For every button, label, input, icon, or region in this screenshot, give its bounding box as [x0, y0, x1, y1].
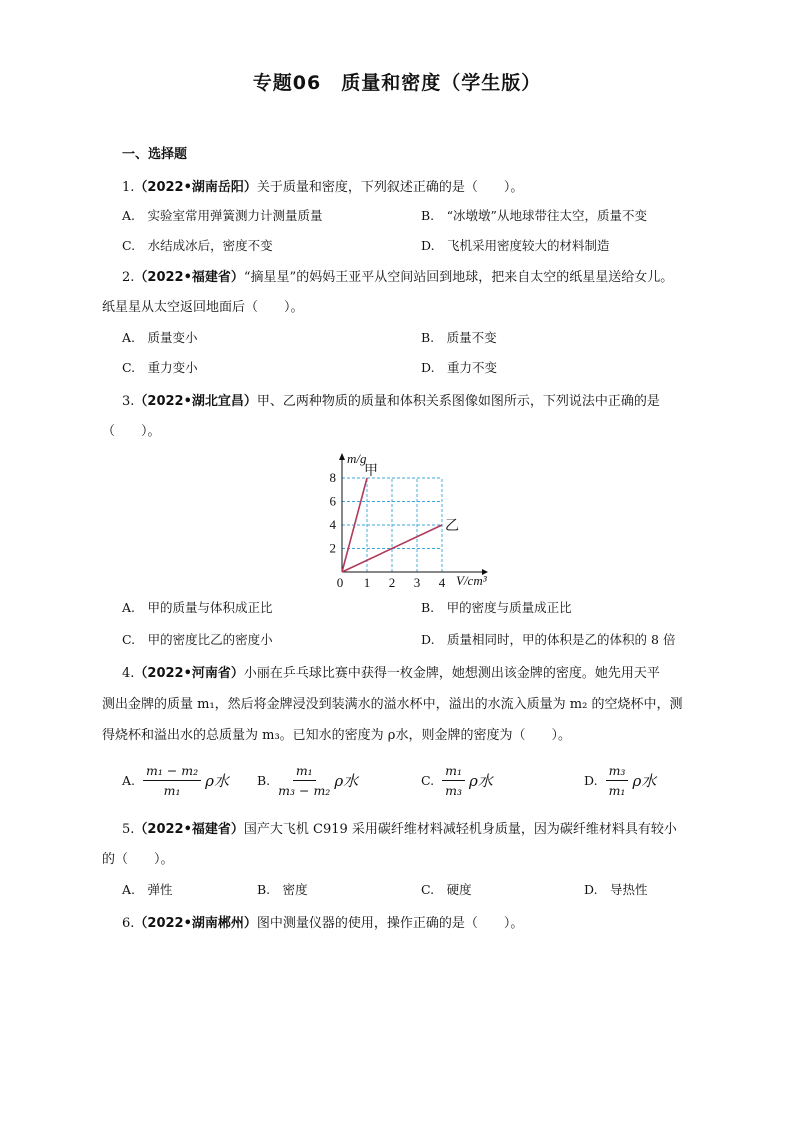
question-4-option-d[interactable] — [584, 760, 656, 800]
section-heading: 一、选择题 — [122, 147, 188, 162]
question-5-option-a[interactable]: A. 弹性 — [122, 882, 173, 897]
question-6-number: 6. — [122, 916, 135, 931]
y-axis-label: m/g — [347, 451, 367, 466]
question-2-option-d[interactable]: D. 重力不变 — [421, 360, 498, 375]
question-3-number: 3. — [122, 394, 135, 409]
rho-water-b: ρ水 — [334, 771, 359, 790]
question-1-source: （2022•湖南岳阳） — [134, 180, 257, 195]
question-2-number: 2. — [122, 270, 135, 285]
question-4-option-b[interactable] — [257, 760, 358, 800]
question-4-text-line3: 得烧杯和溢出水的总质量为 m₃。已知水的密度为 ρ水，则金牌的密度为（ ）。 — [102, 728, 571, 743]
question-4-text-line1: 小丽在乒乓球比赛中获得一枚金牌，她想测出该金牌的密度。她先用天平 — [243, 666, 660, 681]
question-3-text-line1: 甲、乙两种物质的质量和体积关系图像如图所示，下列说法中正确的是 — [256, 394, 660, 409]
fraction-c-denominator: m₃ — [445, 782, 462, 798]
y-tick-label: 8 — [329, 470, 336, 485]
option-c-label: C. — [421, 772, 435, 788]
fraction-d-numerator: m₃ — [606, 763, 629, 781]
question-2-option-a[interactable]: A. 质量变小 — [122, 330, 198, 345]
question-6-source: （2022•湖南郴州） — [134, 916, 257, 931]
x-tick-label: 2 — [388, 575, 396, 590]
y-axis-arrow — [339, 453, 345, 460]
x-tick-label: 1 — [363, 575, 371, 590]
question-5-text-line2: 的（ ）。 — [102, 852, 174, 867]
x-tick-label: 3 — [413, 575, 421, 590]
rho-water-c: ρ水 — [468, 771, 493, 790]
question-5-stem — [122, 818, 677, 837]
option-b-label: B. — [257, 772, 271, 788]
question-4-source: （2022•河南省） — [134, 666, 244, 681]
x-tick-label: 0 — [336, 575, 344, 590]
fraction-a-numerator: m₁ − m₂ — [143, 763, 201, 781]
question-2-text-line1: “摘星星”的妈妈王亚平从空间站回到地球，把来自太空的纸星星送给女儿。 — [243, 270, 674, 285]
question-1-option-d[interactable]: D. 飞机采用密度较大的材料制造 — [421, 238, 610, 253]
question-3-option-b[interactable]: B. 甲的密度与质量成正比 — [421, 600, 572, 615]
question-3-stem — [122, 390, 660, 409]
fraction-a — [143, 763, 201, 798]
question-4-stem — [122, 662, 660, 681]
y-tick-label: 2 — [329, 540, 336, 556]
option-a-label: A. — [122, 772, 136, 788]
question-3-option-c[interactable]: C. 甲的密度比乙的密度小 — [122, 632, 273, 647]
x-tick-label: 4 — [438, 575, 446, 590]
option-d-label: D. — [584, 772, 598, 788]
x-axis-label: V/cm³ — [456, 573, 487, 588]
question-1-stem — [122, 176, 523, 195]
question-5-source: （2022•福建省） — [134, 822, 244, 837]
question-1-text: 关于质量和密度，下列叙述正确的是（ ）。 — [256, 180, 524, 195]
question-2-option-c[interactable]: C. 重力变小 — [122, 360, 198, 375]
question-2-source: （2022•福建省） — [134, 270, 244, 285]
question-4-option-c[interactable] — [421, 760, 493, 800]
question-5-option-c[interactable]: C. 硬度 — [421, 882, 472, 897]
question-6-stem — [122, 912, 523, 931]
question-1-option-a[interactable]: A. 实验室常用弹簧测力计测量质量 — [122, 208, 323, 223]
question-4-number: 4. — [122, 666, 135, 681]
fraction-d-denominator: m₁ — [608, 782, 626, 798]
question-3-source: （2022•湖北宜昌） — [134, 394, 257, 409]
question-3-option-d[interactable]: D. 质量相同时，甲的体积是乙的体积的 8 倍 — [421, 632, 676, 647]
fraction-b — [278, 763, 330, 798]
fraction-a-denominator: m₁ — [163, 782, 181, 798]
y-tick-label: 6 — [329, 493, 336, 509]
question-5-option-d[interactable]: D. 导热性 — [584, 882, 648, 897]
question-6-text: 图中测量仪器的使用，操作正确的是（ ）。 — [256, 916, 524, 931]
question-3-text-line2: （ ）。 — [102, 424, 161, 439]
page-title: 专题06 质量和密度（学生版） — [252, 72, 542, 94]
fraction-c — [442, 763, 465, 798]
question-2-text-line2: 纸星星从太空返回地面后（ ）。 — [102, 300, 304, 315]
question-5-number: 5. — [122, 822, 135, 837]
fraction-d — [606, 763, 629, 798]
fraction-b-denominator: m₃ − m₂ — [278, 782, 331, 798]
question-1-option-c[interactable]: C. 水结成冰后，密度不变 — [122, 238, 273, 253]
mass-volume-chart — [318, 450, 508, 590]
question-2-stem — [122, 266, 673, 285]
question-4-option-a[interactable] — [122, 760, 229, 800]
question-4-text-line2: 测出金牌的质量 m₁，然后将金牌浸没到装满水的溢水杯中，溢出的水流入质量为 m₂ 的空烧杯中，测 — [102, 697, 683, 712]
series-label-1: 甲 — [364, 464, 378, 479]
question-1-option-b[interactable]: B. “冰墩墩”从地球带往太空，质量不变 — [421, 208, 647, 223]
series-label-2: 乙 — [445, 519, 459, 534]
question-2-option-b[interactable]: B. 质量不变 — [421, 330, 497, 345]
question-5-option-b[interactable]: B. 密度 — [257, 882, 308, 897]
y-tick-label: 4 — [329, 517, 336, 532]
question-5-text-line1: 国产大飞机 C919 采用碳纤维材料减轻机身质量，因为碳纤维材料具有较小 — [243, 822, 677, 837]
fraction-c-numerator: m₁ — [442, 763, 465, 781]
question-3-option-a[interactable]: A. 甲的质量与体积成正比 — [122, 600, 273, 615]
question-1-number: 1. — [122, 180, 135, 195]
fraction-b-numerator: m₁ — [293, 763, 316, 781]
rho-water-d: ρ水 — [632, 771, 657, 790]
rho-water-a: ρ水 — [205, 771, 229, 790]
